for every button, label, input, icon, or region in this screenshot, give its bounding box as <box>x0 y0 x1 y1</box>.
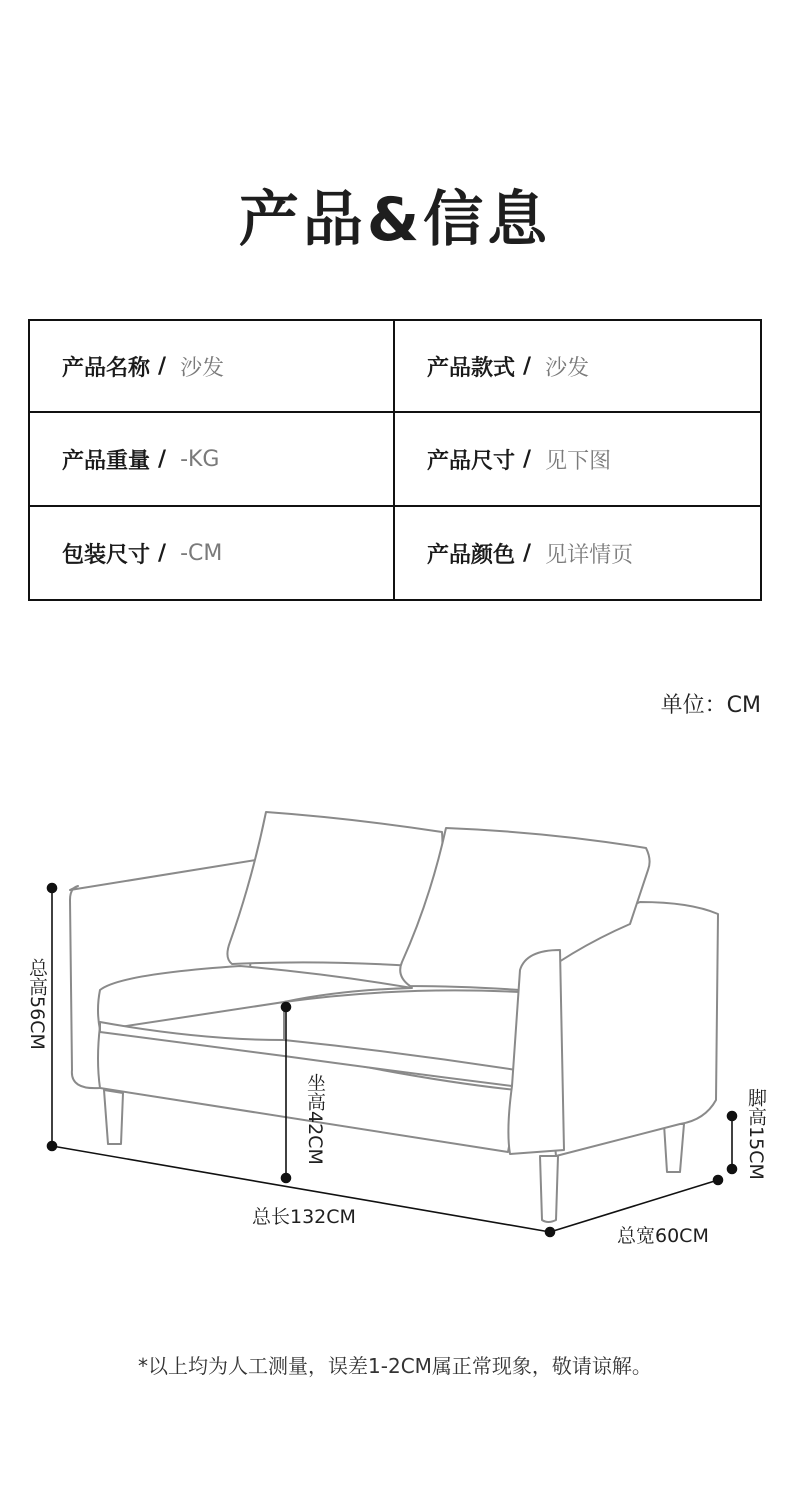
spec-separator: / <box>523 540 532 566</box>
spec-separator: / <box>158 446 167 472</box>
sofa-leg-back-left <box>104 1090 123 1144</box>
spec-cell-style <box>395 321 760 413</box>
sofa-leg-back-right <box>664 1124 684 1172</box>
total-length-label: 总长132CM <box>252 1206 356 1228</box>
unit-label: 单位：CM <box>660 693 761 718</box>
spec-value: 沙发 <box>545 355 590 381</box>
spec-label: 产品款式 <box>427 355 516 381</box>
spec-separator: / <box>523 353 532 379</box>
dim-dot <box>48 884 57 893</box>
sofa-dimension-diagram <box>0 790 790 1250</box>
dim-dot <box>282 1174 291 1183</box>
measurement-note: *以上均为人工测量，误差1-2CM属正常现象，敬请谅解。 <box>138 1354 652 1378</box>
spec-cell-name <box>30 321 395 413</box>
spec-separator: / <box>158 353 167 379</box>
leg-height-label: 脚高15CM <box>745 1088 767 1180</box>
spec-cell-weight <box>30 413 395 507</box>
seat-height-label: 坐高42CM <box>304 1073 326 1165</box>
spec-cell-package <box>30 507 395 599</box>
spec-value: 沙发 <box>180 355 225 381</box>
total-width-label: 总宽60CM <box>617 1225 709 1247</box>
spec-label: 产品尺寸 <box>427 448 516 474</box>
spec-label: 产品名称 <box>62 355 151 381</box>
spec-label: 产品重量 <box>62 448 151 474</box>
spec-cell-color <box>395 507 760 599</box>
dim-dot <box>728 1112 737 1121</box>
total-height-label: 总高56CM <box>26 958 48 1050</box>
page-title: 产品&信息 <box>238 185 552 255</box>
dim-dot <box>728 1165 737 1174</box>
spec-value: 见详情页 <box>545 542 634 568</box>
spec-separator: / <box>523 446 532 472</box>
sofa-leg-front-right <box>540 1156 558 1222</box>
spec-separator: / <box>158 540 167 566</box>
dim-dot <box>282 1003 291 1012</box>
spec-value: -CM <box>180 540 223 566</box>
spec-value: 见下图 <box>545 448 612 474</box>
sofa-drawing <box>0 790 790 1250</box>
spec-cell-size <box>395 413 760 507</box>
spec-table <box>28 319 762 601</box>
spec-label: 包装尺寸 <box>62 542 151 568</box>
dim-dot <box>714 1176 723 1185</box>
spec-label: 产品颜色 <box>427 542 516 568</box>
spec-value: -KG <box>180 446 220 472</box>
